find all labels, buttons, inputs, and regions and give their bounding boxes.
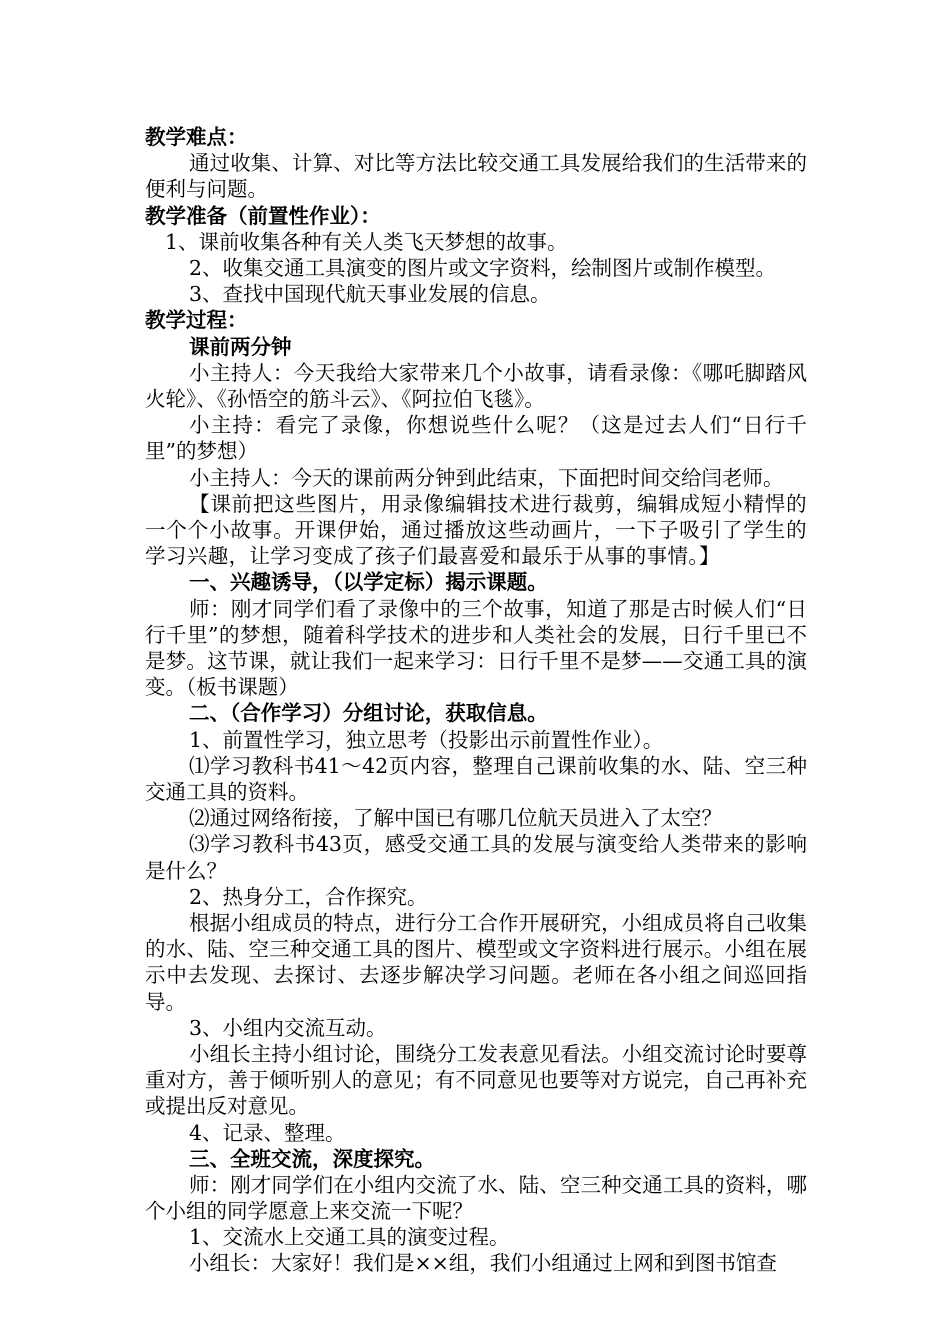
section2-item-3: 3、小组内交流互动。 xyxy=(189,1015,387,1040)
pre-class-paragraph-2: 小主持：看完了录像，你想说些什么呢？（这是过去人们“日行千里”的梦想） xyxy=(145,413,807,464)
pre-class-heading: 课前两分钟 xyxy=(189,334,292,359)
section2-sub-2: ⑵通过网络衔接，了解中国已有哪几位航天员进入了太空？ xyxy=(189,806,722,831)
difficulty-heading: 教学难点： xyxy=(145,125,248,149)
section3-text: 师：刚才同学们在小组内交流了水、陆、空三种交通工具的资料，哪个小组的同学愿意上来交流一下呢？ xyxy=(145,1172,807,1224)
section3-item-1: 1、交流水上交通工具的演变过程。 xyxy=(189,1225,510,1250)
section2-item-2: 2、热身分工，合作探究。 xyxy=(189,884,428,909)
section2-item-4: 4、记录、整理。 xyxy=(189,1120,346,1145)
prep-item-1: 1、课前收集各种有关人类飞天梦想的故事。 xyxy=(165,229,568,254)
pre-class-note: 【课前把这些图片，用录像编辑技术进行裁剪，编辑成短小精悍的一个个小故事。开课伊始，通过播放这些动画片，一下子吸引了学生的学习兴趣，让学习变成了孩子们最喜爱和最乐于从事的事情。】 xyxy=(145,491,807,569)
process-heading: 教学过程： xyxy=(145,308,248,333)
section2-item-1: 1、前置性学习，独立思考（投影出示前置性作业）。 xyxy=(189,727,664,752)
prep-heading: 教学准备（前置性作业）： xyxy=(145,203,381,228)
prep-item-2: 2、收集交通工具演变的图片或文字资料，绘制图片或制作模型。 xyxy=(189,255,777,280)
section3-last-line: 小组长：大家好！我们是××组，我们小组通过上网和到图书馆查 xyxy=(189,1251,777,1276)
section1-text: 师：刚才同学们看了录像中的三个故事，知道了那是古时候人们“日行千里”的梦想，随着科学技术的进步和人类社会的发展，日行千里已不是梦。这节课，就让我们一起来学习：日行千里不是梦——交通工具的演变。（板书课题） xyxy=(145,596,807,700)
pre-class-paragraph-1: 小主持人：今天我给大家带来几个小故事，请看录像：《哪吒脚踏风火轮》、《孙悟空的筋斗云》、《阿拉伯飞毯》。 xyxy=(145,360,807,411)
difficulty-text: 通过收集、计算、对比等方法比较交通工具发展给我们的生活带来的便利与问题。 xyxy=(145,151,807,202)
document-page xyxy=(145,124,807,1277)
section2-sub-3: ⑶学习教科书43页，感受交通工具的发展与演变给人类带来的影响是什么？ xyxy=(145,832,807,883)
pre-class-paragraph-3: 小主持人：今天的课前两分钟到此结束，下面把时间交给闫老师。 xyxy=(189,465,784,490)
section2-heading: 二、（合作学习）分组讨论，获取信息。 xyxy=(189,701,548,726)
section3-heading: 三、全班交流，深度探究。 xyxy=(189,1146,435,1171)
section2-sub-1: ⑴学习教科书41～42页内容，整理自己课前收集的水、陆、空三种交通工具的资料。 xyxy=(145,753,807,804)
section2-item-3-text: 小组长主持小组讨论，围绕分工发表意见看法。小组交流讨论时要尊重对方，善于倾听别人的意见；有不同意见也要等对方说完，自己再补充或提出反对意见。 xyxy=(145,1041,807,1119)
section2-item-2-text: 根据小组成员的特点，进行分工合作开展研究，小组成员将自己收集的水、陆、空三种交通工具的图片、模型或文字资料进行展示。小组在展示中去发现、去探讨、去逐步解决学习问题。老师在各小组之间巡回指导。 xyxy=(145,910,807,1014)
prep-item-3: 3、查找中国现代航天事业发展的信息。 xyxy=(189,282,551,307)
section1-heading: 一、兴趣诱导，（以学定标）揭示课题。 xyxy=(189,570,548,595)
